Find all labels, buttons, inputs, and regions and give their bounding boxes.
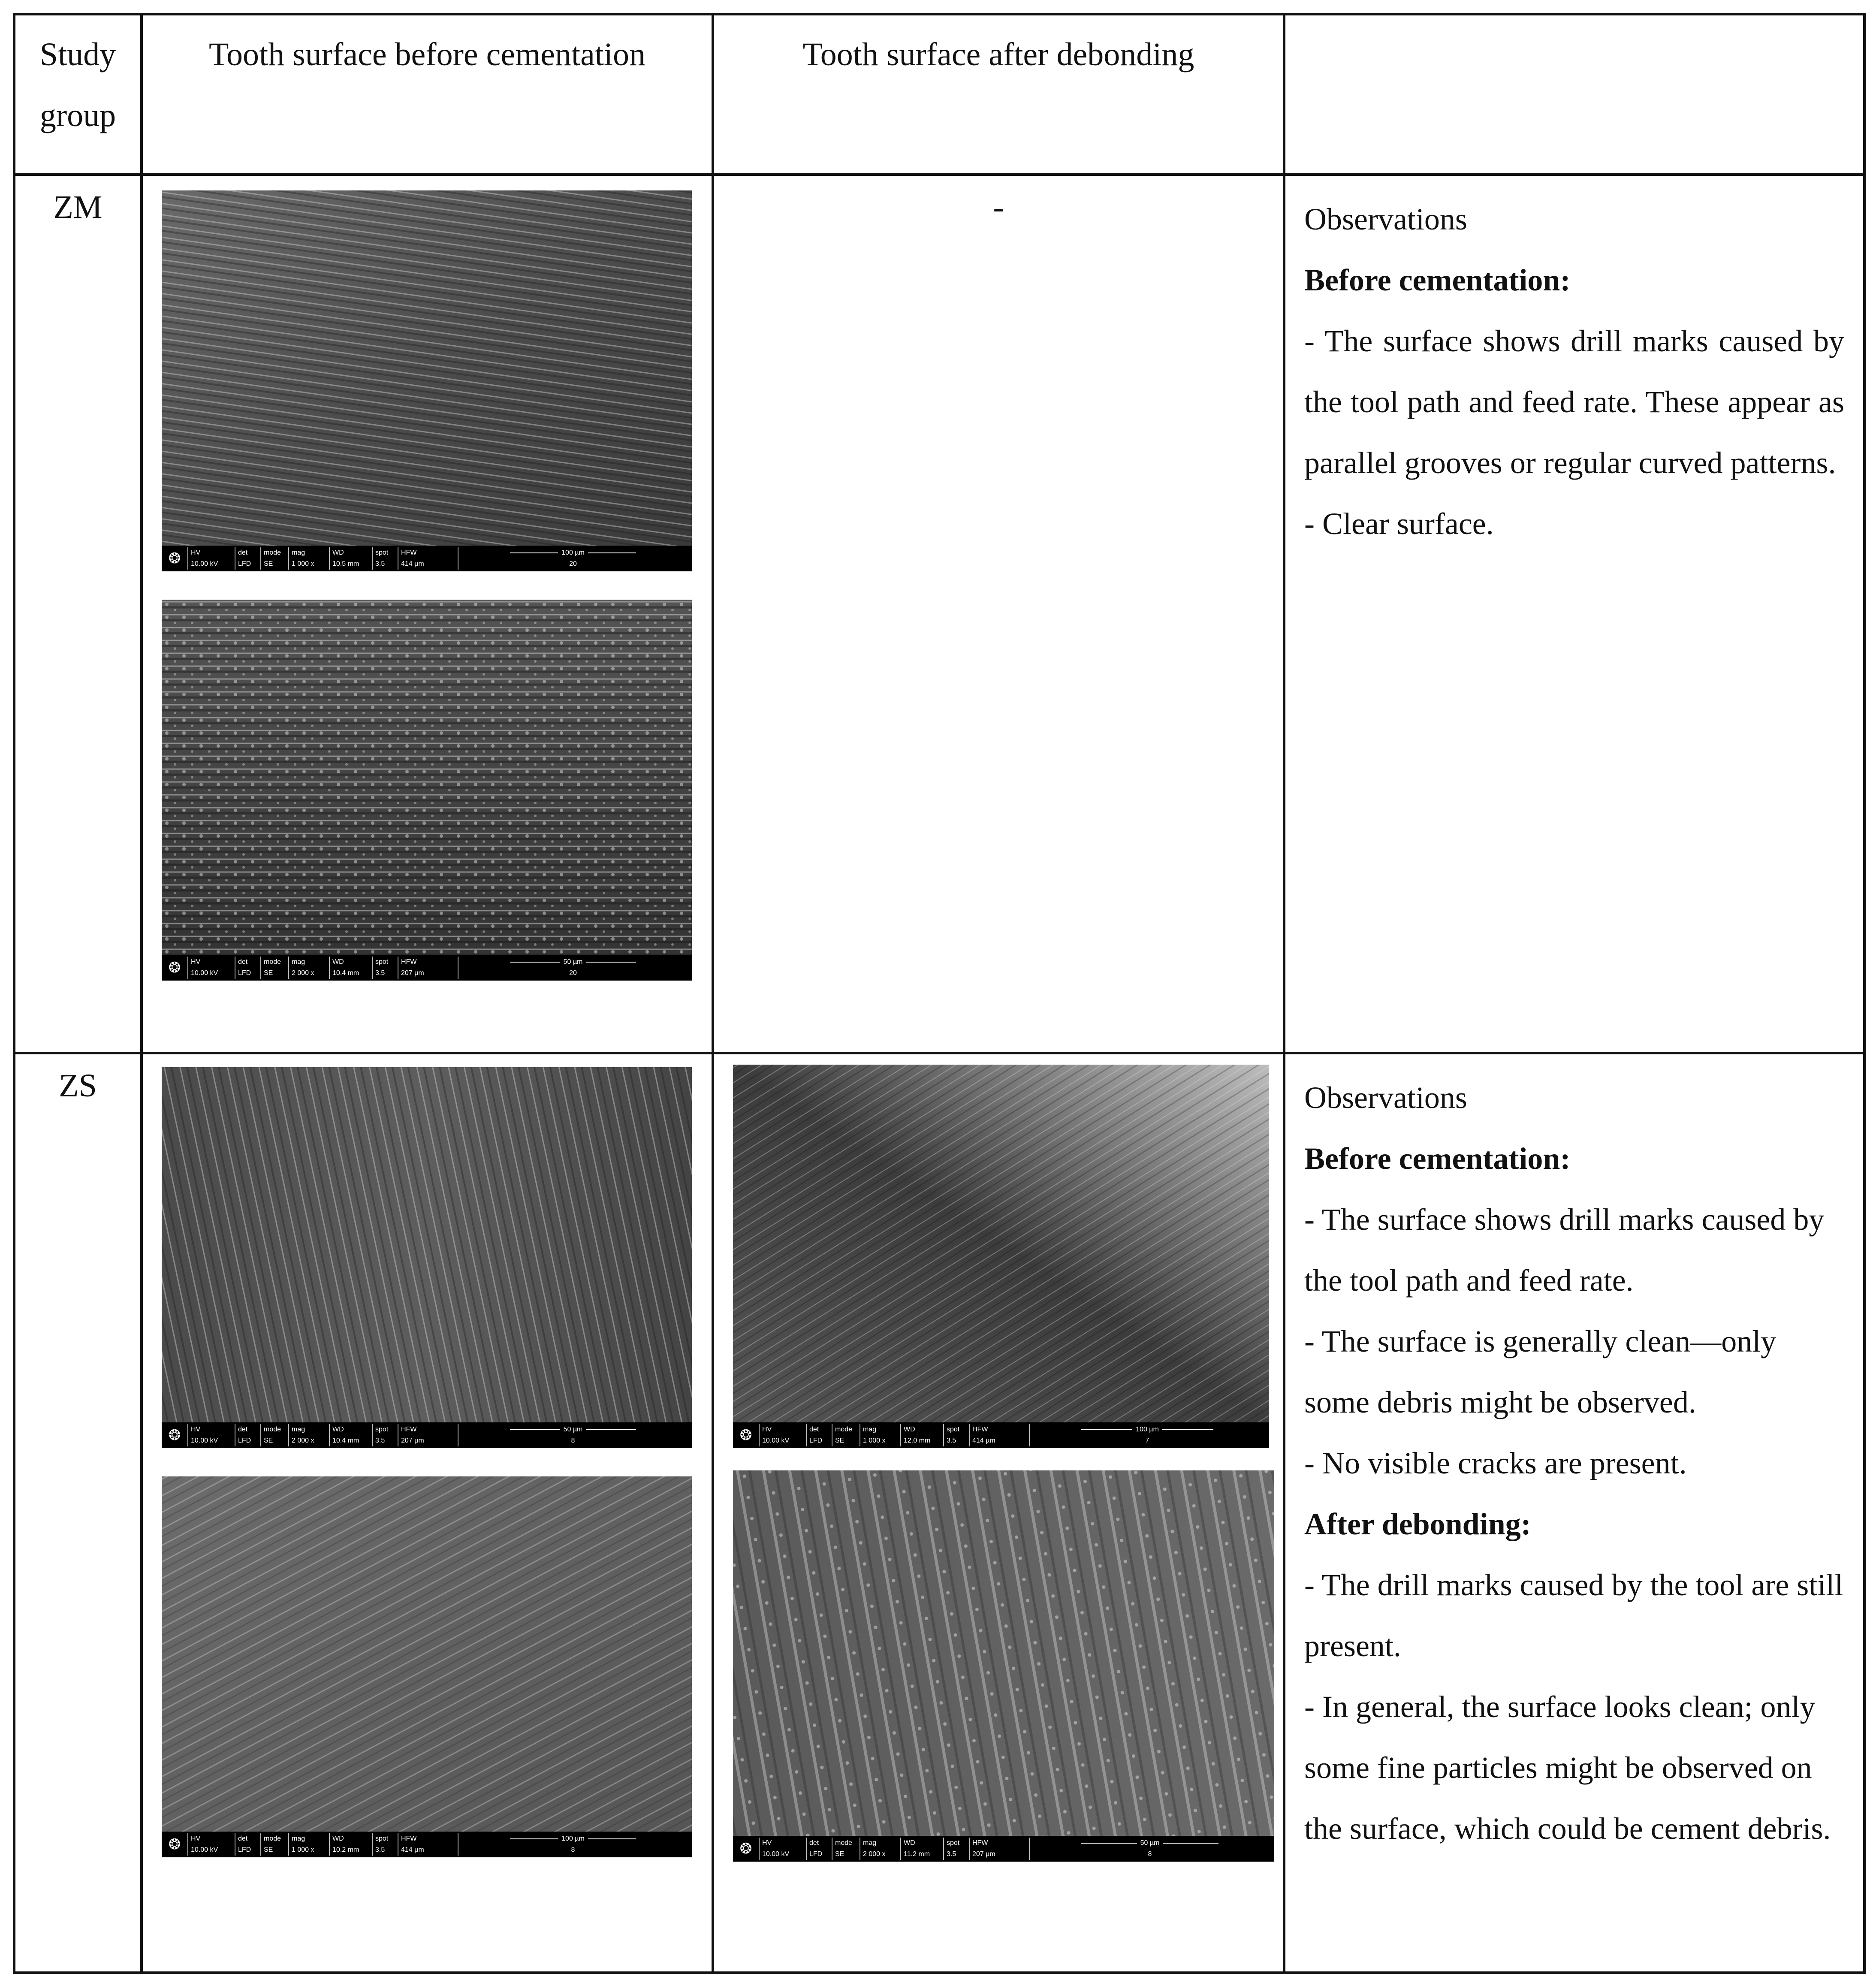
sem-meta — [187, 957, 453, 979]
scale-bar-label — [1030, 1425, 1265, 1434]
sem-meta-value: 10.2 mm — [332, 1846, 359, 1853]
sem-meta-value: LFD — [809, 1437, 823, 1444]
sem-meta-value: SE — [264, 969, 273, 977]
sem-meta-mag — [288, 547, 314, 570]
sem-meta-wd — [329, 547, 359, 570]
sem-meta-value: 1 000 x — [292, 560, 314, 567]
sem-image-zs-after-1 — [733, 1065, 1269, 1448]
sem-meta-label: spot — [375, 549, 389, 556]
obs-item: - No visible cracks are present. — [1304, 1446, 1687, 1480]
sem-meta-label: spot — [375, 958, 389, 966]
detector-logo-icon: ❂ — [168, 960, 181, 976]
sem-meta-value: 414 µm — [401, 560, 424, 567]
sem-meta-label: HV — [191, 958, 201, 966]
sem-meta-hv — [187, 957, 218, 979]
scale-bar — [458, 1833, 688, 1856]
detector-logo-icon: ❂ — [739, 1841, 752, 1857]
sem-meta-det — [235, 957, 251, 979]
sem-meta-label: det — [238, 1835, 248, 1842]
sem-texture — [162, 190, 692, 546]
sem-meta-value: 10.00 kV — [191, 969, 218, 977]
sem-meta-value: LFD — [238, 560, 251, 567]
sem-meta-label: HV — [762, 1426, 772, 1433]
sem-meta — [187, 1424, 453, 1446]
sem-texture — [733, 1470, 1274, 1836]
sem-meta-label: HFW — [972, 1839, 988, 1847]
zs-observations — [1284, 1053, 1864, 1973]
zs-after-images — [713, 1053, 1284, 1973]
scale-bar-text: 100 µm — [1132, 1426, 1162, 1433]
sem-meta-hv — [187, 1833, 218, 1856]
sem-meta-mode — [260, 957, 281, 979]
sem-meta-label: WD — [332, 958, 344, 966]
sem-meta-label: HFW — [972, 1426, 988, 1433]
sem-image-zs-before-2 — [162, 1476, 692, 1857]
sem-texture — [162, 600, 692, 955]
sem-meta-hfw — [398, 1833, 424, 1856]
scale-bar — [458, 957, 688, 979]
group-label-zs: ZS — [14, 1053, 142, 1973]
zs-before-images — [142, 1053, 713, 1973]
sem-meta-label: det — [238, 1426, 248, 1433]
sem-meta-value: SE — [264, 560, 273, 567]
sem-meta-label: HFW — [401, 1835, 417, 1842]
detector-logo-icon: ❂ — [168, 1836, 181, 1853]
sem-meta-label: det — [238, 958, 248, 966]
sem-meta-value: LFD — [238, 969, 251, 977]
sem-meta-label: WD — [332, 1835, 344, 1842]
sem-meta-label: mag — [863, 1426, 877, 1433]
sem-meta-det — [806, 1838, 822, 1860]
sem-meta-mag — [860, 1838, 885, 1860]
sem-meta-label: mag — [863, 1839, 877, 1847]
sem-image-zm-before-2 — [162, 600, 692, 981]
scale-bar — [458, 547, 688, 570]
obs-item: - The drill marks caused by the tool are still present. — [1304, 1568, 1843, 1663]
sem-meta-mag — [288, 1833, 314, 1856]
sem-meta-label: mode — [264, 549, 281, 556]
detector-logo-icon: ❂ — [168, 550, 181, 567]
sem-meta-mode — [260, 547, 281, 570]
sem-meta-label: mode — [264, 1426, 281, 1433]
sem-image-zs-before-1 — [162, 1067, 692, 1448]
zm-after-placeholder: - — [713, 175, 1284, 1053]
sem-meta-label: mag — [292, 1835, 305, 1842]
sem-meta-value: 3.5 — [947, 1437, 956, 1444]
scale-bar — [458, 1424, 688, 1446]
sem-meta-value: 10.00 kV — [762, 1850, 790, 1858]
sem-meta-value: 3.5 — [375, 1437, 385, 1444]
sem-meta-value: 10.5 mm — [332, 560, 359, 567]
sem-meta — [187, 1833, 453, 1856]
sem-meta-value: 207 µm — [401, 1437, 424, 1444]
sem-meta-label: HFW — [401, 1426, 417, 1433]
scale-bar — [1029, 1838, 1270, 1860]
sem-meta-det — [235, 547, 251, 570]
sem-meta-label: spot — [947, 1839, 960, 1847]
sem-table — [13, 13, 1866, 1974]
sem-meta-hv — [759, 1838, 789, 1860]
sem-meta-value: SE — [264, 1846, 273, 1853]
sem-info-bar — [733, 1422, 1269, 1448]
sem-meta-wd — [900, 1424, 930, 1446]
sem-meta-value: 207 µm — [972, 1850, 995, 1858]
sem-info-bar — [733, 1836, 1274, 1862]
sem-meta-label: det — [238, 549, 248, 556]
detector-logo-icon: ❂ — [739, 1427, 752, 1443]
sem-meta-mode — [260, 1424, 281, 1446]
sem-meta-label: mode — [264, 1835, 281, 1842]
scale-bar-label — [458, 548, 688, 558]
sem-meta-mag — [288, 957, 314, 979]
sem-info-bar — [162, 546, 692, 571]
sem-meta-spot — [372, 1424, 388, 1446]
obs-item: - The surface shows drill marks caused by the tool path and feed rate. These appear as parallel grooves or regular curved patterns. — [1304, 324, 1844, 480]
sem-meta-label: mag — [292, 1426, 305, 1433]
sem-meta-hv — [759, 1424, 789, 1446]
sem-image-zm-before-1 — [162, 190, 692, 571]
sem-info-bar — [162, 1832, 692, 1857]
sem-meta-label: spot — [375, 1835, 389, 1842]
sem-meta-hfw — [969, 1424, 995, 1446]
sem-meta-label: WD — [904, 1839, 915, 1847]
sem-meta-value: 1 000 x — [292, 1846, 314, 1853]
sem-meta-value: 414 µm — [401, 1846, 424, 1853]
sem-meta-value: 10.00 kV — [191, 1437, 218, 1444]
sem-meta-mag — [288, 1424, 314, 1446]
sem-meta-value: 2 000 x — [292, 1437, 314, 1444]
obs-after-heading: After debonding: — [1304, 1507, 1531, 1541]
obs-item: - The surface shows drill marks caused by the tool path and feed rate. — [1304, 1202, 1825, 1298]
sem-meta-value: LFD — [238, 1437, 251, 1444]
sem-meta-hv — [187, 547, 218, 570]
obs-title: Observations — [1304, 1081, 1467, 1115]
sem-meta-wd — [329, 957, 359, 979]
scale-bar-text: 50 µm — [560, 1426, 586, 1433]
sem-meta-label: det — [809, 1426, 819, 1433]
sem-meta-hv — [187, 1424, 218, 1446]
sem-meta-value: 10.00 kV — [191, 1846, 218, 1853]
sem-meta-value: LFD — [238, 1846, 251, 1853]
header-before-cementation: Tooth surface before cementation — [142, 14, 713, 175]
sem-meta-label: HV — [191, 1426, 201, 1433]
sem-meta-value: 3.5 — [947, 1850, 956, 1858]
sem-meta-det — [806, 1424, 822, 1446]
sem-meta-label: spot — [947, 1426, 960, 1433]
header-after-debonding: Tooth surface after debonding — [713, 14, 1284, 175]
sem-meta-mode — [832, 1424, 852, 1446]
sem-meta-det — [235, 1833, 251, 1856]
sem-meta-label: HFW — [401, 958, 417, 966]
scale-bar-label — [1030, 1838, 1270, 1848]
sem-meta-label: mode — [264, 958, 281, 966]
sem-meta-label: HV — [762, 1839, 772, 1847]
sem-texture — [733, 1065, 1269, 1422]
sem-meta-mode — [260, 1833, 281, 1856]
sem-meta — [759, 1838, 1025, 1860]
sample-number: 20 — [569, 560, 577, 567]
sem-meta-label: WD — [332, 549, 344, 556]
sem-meta-label: HFW — [401, 549, 417, 556]
sem-meta-wd — [900, 1838, 930, 1860]
zm-before-images — [142, 175, 713, 1053]
sem-meta-label: WD — [332, 1426, 344, 1433]
scale-bar-text: 100 µm — [558, 1835, 588, 1842]
sem-meta-label: HV — [191, 1835, 201, 1842]
obs-title: Observations — [1304, 202, 1467, 236]
header-observations — [1284, 14, 1864, 175]
sem-image-zs-after-2 — [733, 1470, 1274, 1862]
sem-meta-hfw — [969, 1838, 995, 1860]
sem-meta-value: 3.5 — [375, 1846, 385, 1853]
scale-bar-label — [458, 957, 688, 967]
sem-meta-value: 10.00 kV — [191, 560, 218, 567]
sem-meta-value: SE — [835, 1850, 845, 1858]
sem-meta-value: 2 000 x — [292, 969, 314, 977]
sem-texture — [162, 1476, 692, 1832]
sem-meta-label: HV — [191, 549, 201, 556]
sem-meta-mag — [860, 1424, 885, 1446]
sem-meta-value: LFD — [809, 1850, 823, 1858]
sem-meta-spot — [372, 547, 388, 570]
obs-item: - In general, the surface looks clean; only some fine particles might be observed on the surface, which could be cement debris. — [1304, 1690, 1831, 1846]
sem-meta-value: 1 000 x — [863, 1437, 886, 1444]
sem-meta-value: 414 µm — [972, 1437, 995, 1444]
sem-meta-wd — [329, 1424, 359, 1446]
sample-number: 8 — [571, 1846, 575, 1853]
sem-meta — [187, 547, 453, 570]
sem-meta-value: SE — [835, 1437, 845, 1444]
sem-meta-mode — [832, 1838, 852, 1860]
sem-meta-label: mode — [835, 1426, 853, 1433]
scale-bar-label — [458, 1425, 688, 1434]
sem-meta-value: SE — [264, 1437, 273, 1444]
scale-bar-text: 50 µm — [1137, 1839, 1163, 1847]
sem-info-bar — [162, 955, 692, 981]
sem-meta-spot — [372, 1833, 388, 1856]
sem-meta-label: mag — [292, 549, 305, 556]
sem-meta-label: WD — [904, 1426, 915, 1433]
sem-meta-value: 3.5 — [375, 560, 385, 567]
sem-meta-value: 12.0 mm — [904, 1437, 931, 1444]
scale-bar-label — [458, 1834, 688, 1844]
sem-meta-hfw — [398, 957, 424, 979]
sem-meta-hfw — [398, 1424, 424, 1446]
sem-meta-value: 10.4 mm — [332, 969, 359, 977]
header-study-group: Study group — [14, 14, 142, 175]
sem-meta-spot — [372, 957, 388, 979]
group-label-zm: ZM — [14, 175, 142, 1053]
sem-texture — [162, 1067, 692, 1422]
sem-meta-value: 11.2 mm — [904, 1850, 930, 1858]
sample-number: 8 — [571, 1437, 575, 1444]
sem-meta-label: mode — [835, 1839, 853, 1847]
scale-bar-text: 100 µm — [558, 549, 588, 556]
detector-logo-icon: ❂ — [168, 1427, 181, 1443]
zm-observations — [1284, 175, 1864, 1053]
scale-bar — [1029, 1424, 1265, 1446]
sem-meta-spot — [943, 1838, 959, 1860]
sem-meta-spot — [943, 1424, 959, 1446]
sem-meta-label: det — [809, 1839, 819, 1847]
sample-number: 7 — [1145, 1437, 1149, 1444]
sem-info-bar — [162, 1422, 692, 1448]
sem-meta-wd — [329, 1833, 359, 1856]
sem-meta — [759, 1424, 1025, 1446]
obs-before-heading: Before cementation: — [1304, 263, 1571, 297]
sem-meta-det — [235, 1424, 251, 1446]
obs-before-heading: Before cementation: — [1304, 1141, 1571, 1176]
scale-bar-text: 50 µm — [560, 958, 586, 966]
sem-meta-value: 2 000 x — [863, 1850, 886, 1858]
sem-meta-label: mag — [292, 958, 305, 966]
sem-meta-label: spot — [375, 1426, 389, 1433]
sem-meta-value: 3.5 — [375, 969, 385, 977]
sem-meta-hfw — [398, 547, 424, 570]
sem-meta-value: 10.00 kV — [762, 1437, 790, 1444]
sample-number: 8 — [1148, 1850, 1152, 1858]
sem-meta-value: 10.4 mm — [332, 1437, 359, 1444]
sample-number: 20 — [569, 969, 577, 977]
obs-item: - The surface is generally clean—only some debris might be observed. — [1304, 1324, 1776, 1419]
sem-meta-value: 207 µm — [401, 969, 424, 977]
obs-item: - Clear surface. — [1304, 507, 1494, 541]
